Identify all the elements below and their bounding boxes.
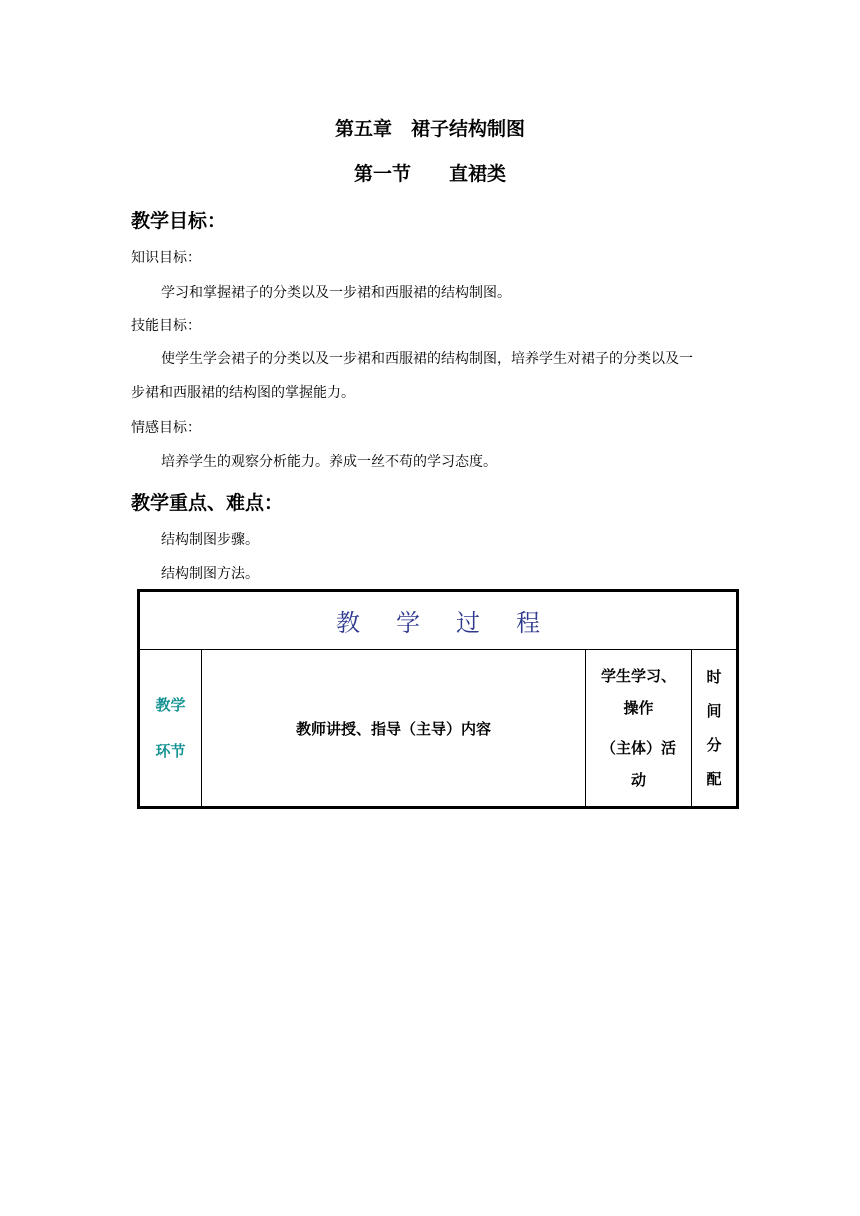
emotion-text: 培养学生的观察分析能力。养成一丝不苟的学习态度。 bbox=[161, 454, 497, 470]
knowledge-text: 学习和掌握裙子的分类以及一步裙和西服裙的结构制图。 bbox=[161, 285, 511, 301]
key-point-item: 结构制图步骤。 bbox=[161, 532, 259, 548]
col-teaching-stage-line2: 环节 bbox=[155, 742, 186, 760]
objectives-heading: 教学目标： bbox=[131, 210, 227, 232]
col-student-line1: 学生学习、 bbox=[600, 667, 676, 685]
col-student-line3: （主体）活 bbox=[600, 739, 676, 757]
process-table-title: 教学过程 bbox=[139, 591, 738, 650]
knowledge-label: 知识目标： bbox=[131, 250, 201, 266]
skill-label: 技能目标： bbox=[131, 318, 201, 334]
section-title: 第一节 直裙类 bbox=[353, 163, 506, 185]
skill-text-line1: 使学生学会裙子的分类以及一步裙和西服裙的结构制图，培养学生对裙子的分类以及一 bbox=[161, 351, 693, 367]
col-student-line2: 操作 bbox=[623, 699, 654, 717]
emotion-label: 情感目标： bbox=[131, 420, 201, 436]
key-point-item: 结构制图方法。 bbox=[161, 566, 259, 582]
col-student-activity bbox=[586, 650, 692, 808]
col-time-char: 配 bbox=[706, 770, 722, 788]
col-teaching-stage bbox=[139, 650, 202, 808]
col-time-char: 时 bbox=[706, 668, 722, 686]
col-time-char: 分 bbox=[706, 736, 722, 754]
teaching-process-table bbox=[137, 589, 739, 809]
key-points-heading: 教学重点、难点： bbox=[131, 492, 284, 514]
chapter-title: 第五章 裙子结构制图 bbox=[334, 118, 525, 140]
col-time-char: 间 bbox=[706, 702, 722, 720]
col-student-line4: 动 bbox=[630, 771, 646, 789]
col-time-allocation bbox=[692, 650, 738, 808]
skill-text-line2: 步裙和西服裙的结构图的掌握能力。 bbox=[131, 385, 355, 401]
col-teacher-content: 教师讲授、指导（主导）内容 bbox=[202, 650, 586, 808]
col-teaching-stage-line1: 教学 bbox=[155, 696, 186, 714]
